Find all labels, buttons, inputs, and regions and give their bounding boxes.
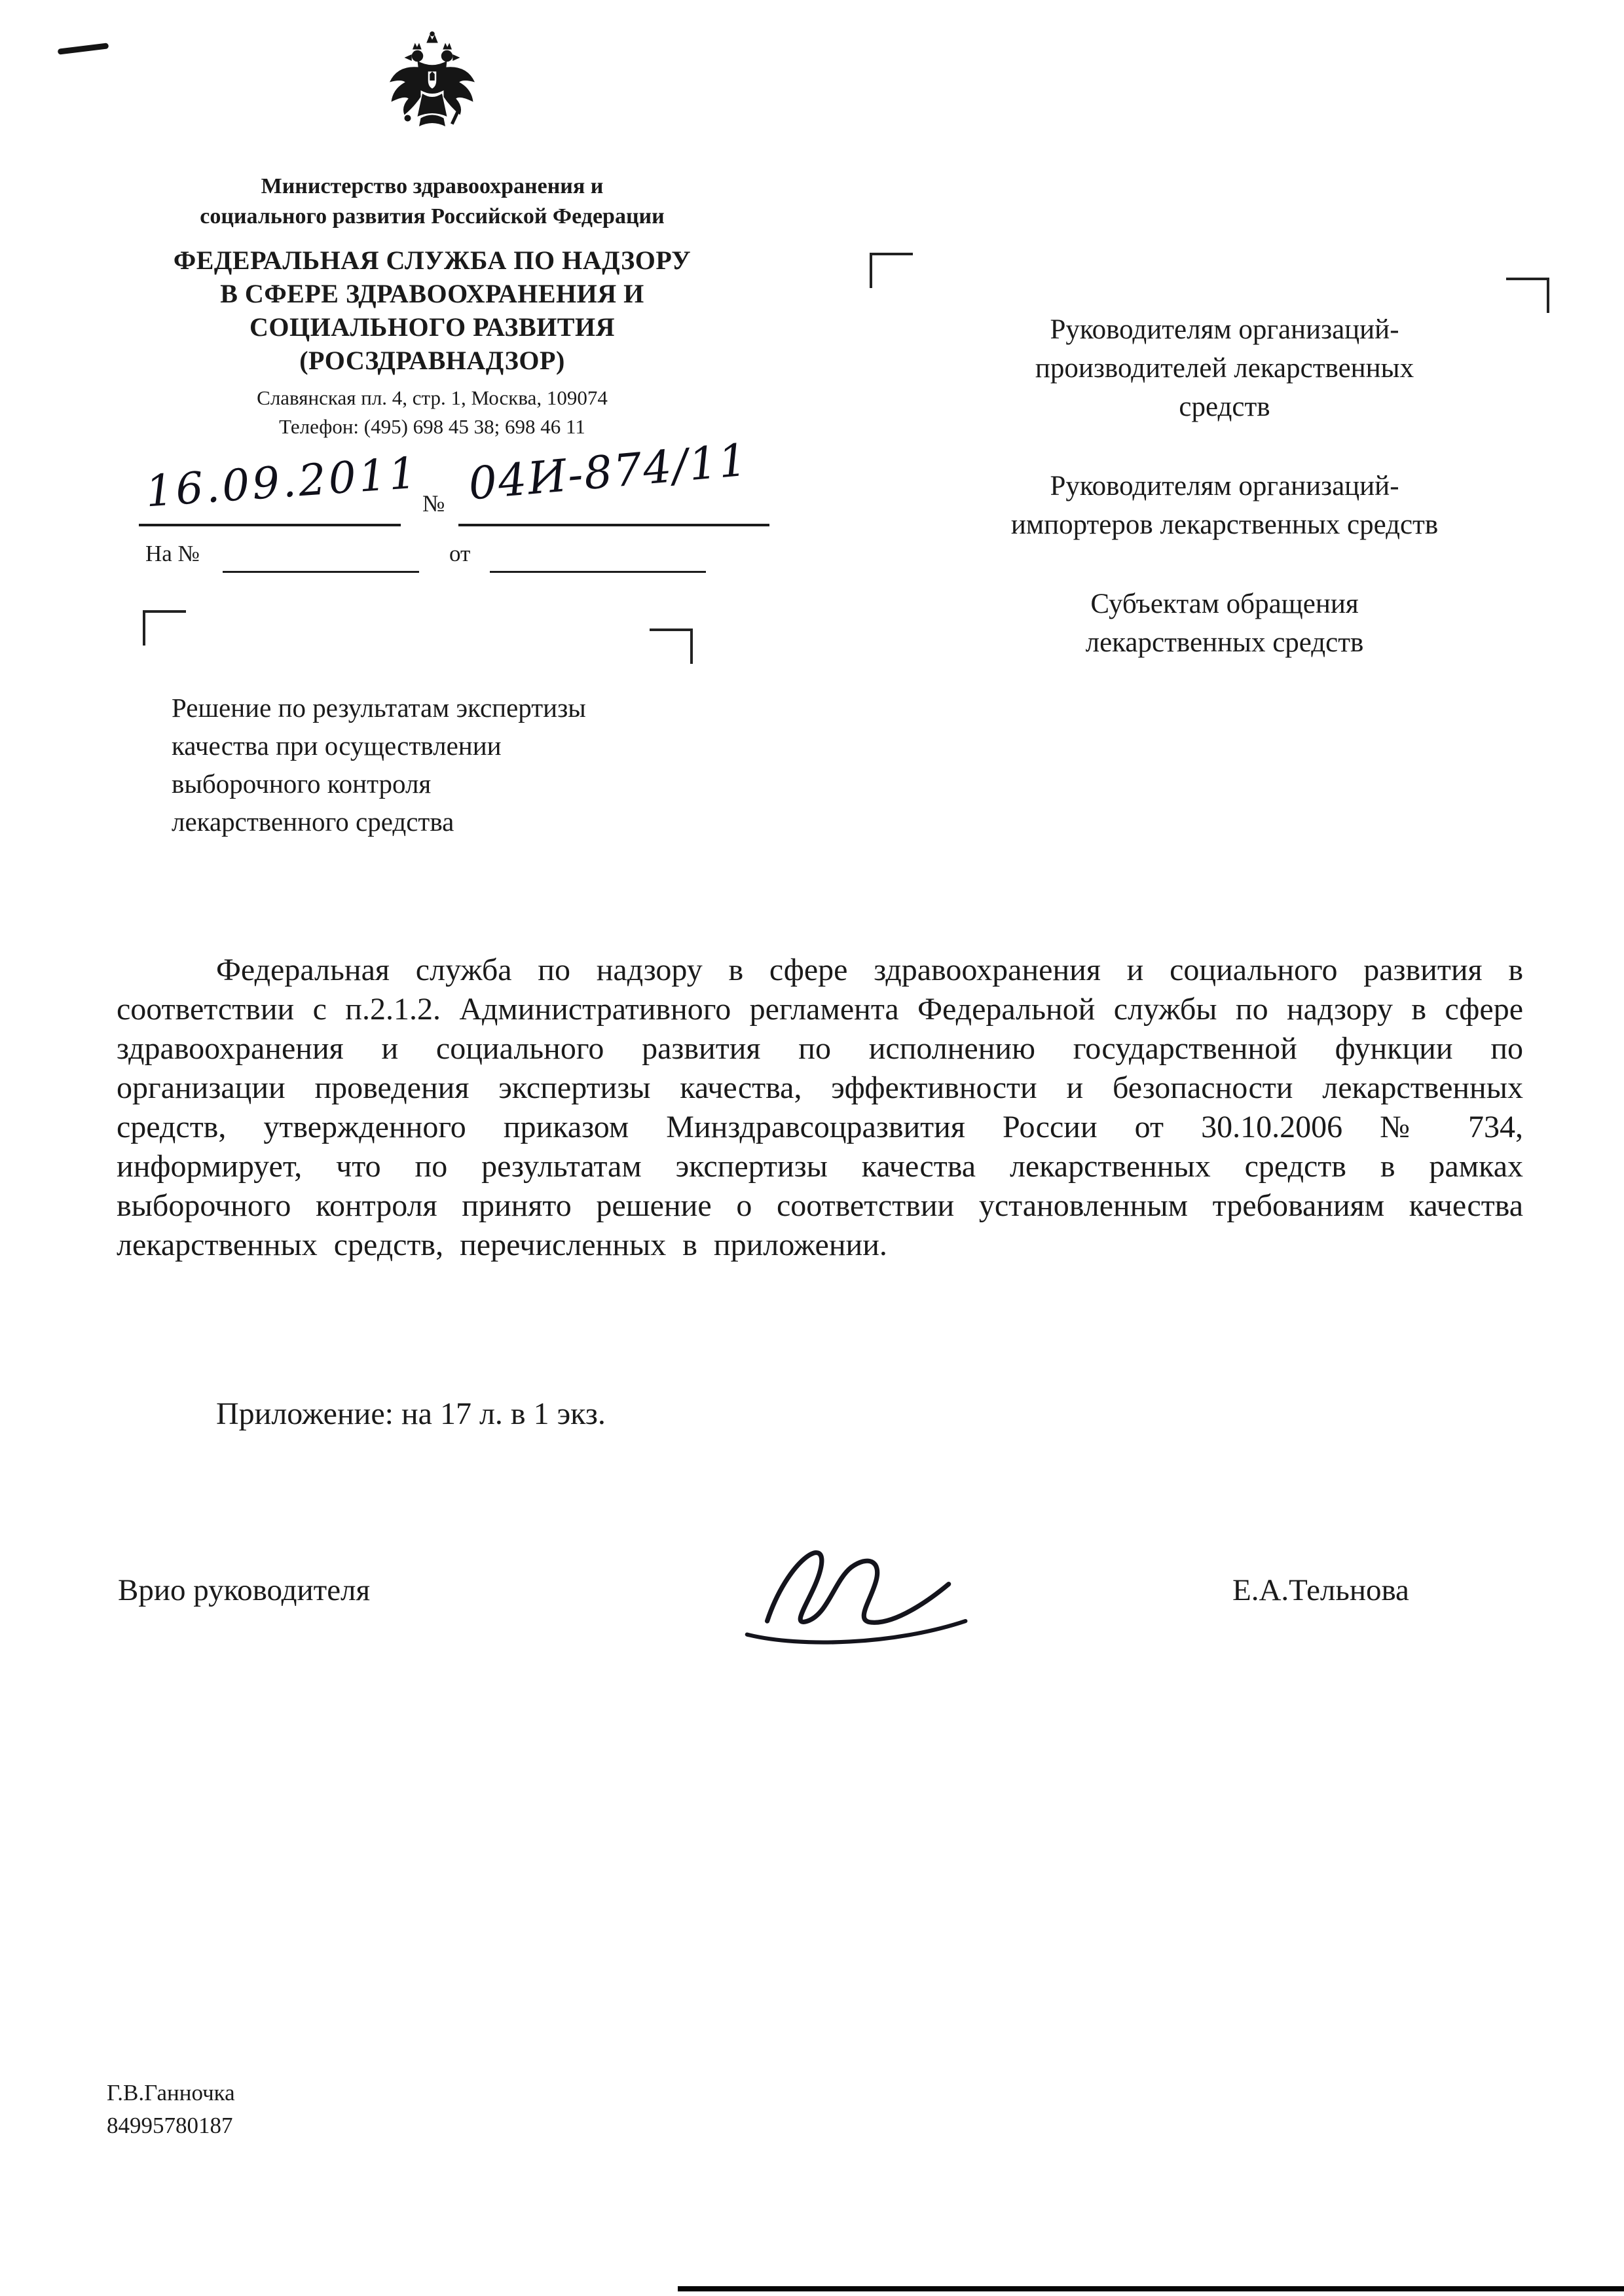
- ministry-line: социального развития Российской Федерации: [200, 204, 665, 228]
- addressee-block: [891, 310, 1559, 702]
- addressee-group: [891, 310, 1559, 426]
- service-line: (РОСЗДРАВНАДЗОР): [299, 346, 565, 375]
- corner-mark: [650, 629, 693, 664]
- reference-date-blank: [490, 571, 706, 573]
- ministry-line: Министерство здравоохранения и: [261, 174, 604, 198]
- addressee-line: средств: [1179, 392, 1270, 422]
- subject-line: Решение по результатам экспертизы: [172, 693, 586, 723]
- handwritten-signature: [727, 1519, 982, 1669]
- subject-line: выборочного контроля: [172, 769, 432, 799]
- reference-number-blank: [223, 571, 419, 573]
- addressee-group: [891, 467, 1559, 544]
- number-underline: [458, 524, 769, 526]
- number-sign-label: №: [422, 490, 445, 517]
- service-line: ФЕДЕРАЛЬНАЯ СЛУЖБА ПО НАДЗОРУ: [173, 246, 692, 275]
- addressee-group: [891, 585, 1559, 662]
- date-underline: [139, 524, 401, 526]
- letterhead-service-name: [65, 244, 799, 377]
- reference-date-label: от: [449, 541, 471, 566]
- coat-of-arms-icon: [383, 31, 481, 149]
- attachment-note: Приложение: на 17 л. в 1 экз.: [216, 1396, 606, 1431]
- addressee-line: Субъектам обращения: [1090, 589, 1359, 619]
- letterhead-phone: Телефон: (495) 698 45 38; 698 46 11: [279, 415, 585, 438]
- addressee-line: Руководителям организаций-: [1050, 471, 1399, 501]
- letterhead-ministry: [65, 172, 799, 232]
- letter-subject: [172, 689, 748, 841]
- signer-name: Е.А.Тельнова: [1232, 1573, 1409, 1607]
- corner-mark: [870, 253, 913, 288]
- service-line: СОЦИАЛЬНОГО РАЗВИТИЯ: [249, 312, 615, 342]
- handwritten-date: 16.09.2011: [143, 447, 421, 517]
- executor-block: [107, 2077, 235, 2142]
- reference-number-label: На №: [145, 541, 200, 566]
- letter-body-paragraph: Федеральная служба по надзору в сфере здравоохранения и социального развития в соответствии с п.2.1.2. Административного регламента Федеральной службы по надзору в сфере здравоохранения и социального развития по исполнению государственной функции по организации проведения экспертизы качества, эффективности и безопасности лекарственных средств, утвержденного приказом Минздравсоцразвития России от 30.10.2006 № 734, информирует, что по результатам экспертизы качества лекарственных средств в рамках выборочного контроля принято решение о соответствии установленным требованиям качества лекарственных средств, перечисленных в приложении.: [117, 953, 1523, 1262]
- corner-mark: [143, 610, 186, 646]
- addressee-line: импортеров лекарственных средств: [1010, 509, 1439, 540]
- subject-line: качества при осуществлении: [172, 731, 502, 761]
- corner-mark: [1506, 278, 1549, 313]
- addressee-line: лекарственных средств: [1085, 627, 1364, 658]
- subject-line: лекарственного средства: [172, 807, 454, 837]
- addressee-line: Руководителям организаций-: [1050, 314, 1399, 345]
- executor-name: Г.В.Ганночка: [107, 2080, 235, 2105]
- executor-phone: 84995780187: [107, 2113, 233, 2138]
- letterhead-address: Славянская пл. 4, стр. 1, Москва, 109074: [257, 386, 608, 409]
- scan-artifact-bottom-line: [678, 2286, 1624, 2291]
- letterhead-contacts: [65, 384, 799, 441]
- handwritten-outgoing-number: 04И-874/11: [466, 434, 750, 511]
- addressee-line: производителей лекарственных: [1035, 353, 1414, 384]
- service-line: В СФЕРЕ ЗДРАВООХРАНЕНИЯ И: [220, 279, 644, 308]
- scan-artifact-dash: [58, 43, 109, 54]
- signer-position: Врио руководителя: [118, 1573, 371, 1607]
